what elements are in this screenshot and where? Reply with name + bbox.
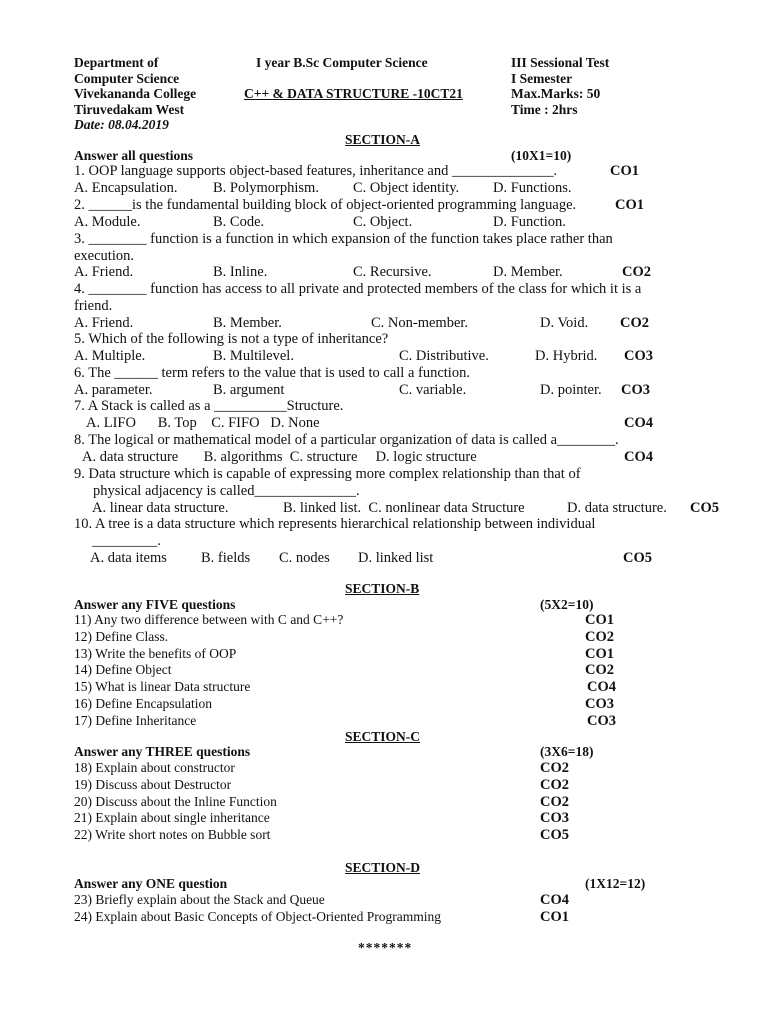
section-a-title: SECTION-A <box>345 132 421 147</box>
q2-option-c: C. Object. <box>353 214 413 230</box>
q5-option-d: D. Hybrid. <box>535 348 598 364</box>
question-6: 6. The ______ term refers to the value that is used to call a function. <box>74 365 470 381</box>
q2-option-d: D. Function. <box>493 214 566 230</box>
question-2-co: CO1 <box>615 197 644 213</box>
q5-option-a: A. Multiple. <box>74 348 146 364</box>
question-7-co: CO4 <box>624 415 653 431</box>
list-item: 13) Write the benefits of OOP <box>74 645 237 661</box>
q4-option-a: A. Friend. <box>74 315 134 331</box>
department-block <box>74 55 196 133</box>
question-4-cont: friend. <box>74 298 113 314</box>
co-label: CO1 <box>585 612 614 628</box>
question-4-co: CO2 <box>620 315 649 331</box>
q9-option-a: A. linear data structure. <box>92 500 229 516</box>
q6-option-d: D. pointer. <box>540 382 602 398</box>
list-item: 15) What is linear Data structure <box>74 679 251 695</box>
question-10-cont: _________. <box>92 533 161 549</box>
list-item: 20) Discuss about the Inline Function <box>74 793 277 809</box>
q9-option-bc: B. linked list. C. nonlinear data Structure <box>283 500 525 516</box>
department-line: Computer Science <box>74 70 180 86</box>
q3-option-d: D. Member. <box>493 264 563 280</box>
q8-options: A. data structure B. algorithms C. structure D. logic structure <box>82 449 477 465</box>
question-9-co: CO5 <box>690 500 719 516</box>
co-label: CO1 <box>585 645 614 662</box>
list-item: 24) Explain about Basic Concepts of Object-Oriented Programming <box>74 908 442 924</box>
question-10: 10. A tree is a data structure which represents hierarchical relationship between individual <box>74 516 596 532</box>
section-d-marks: (1X12=12) <box>585 876 646 891</box>
q5-option-c: C. Distributive. <box>399 348 489 364</box>
college-name: Vivekananda College <box>74 86 197 101</box>
q7-options: A. LIFO B. Top C. FIFO D. None <box>86 415 320 431</box>
section-c-marks: (3X6=18) <box>540 744 594 759</box>
section-b-question-list <box>74 612 343 730</box>
exam-date: Date: 08.04.2019 <box>74 117 169 132</box>
list-item: 19) Discuss about Destructor <box>74 776 232 792</box>
question-2: 2. ______is the fundamental building block of object-oriented programming language. <box>74 197 577 213</box>
section-d-co-list <box>540 892 569 926</box>
q10-option-b: B. fields <box>201 550 251 566</box>
co-label: CO3 <box>587 712 616 729</box>
course-year: I year B.Sc Computer Science <box>256 55 428 70</box>
co-label: CO4 <box>587 679 616 696</box>
q6-option-b: B. argument <box>213 382 285 398</box>
co-label: CO5 <box>540 827 569 844</box>
list-item: 16) Define Encapsulation <box>74 695 212 711</box>
q2-option-a: A. Module. <box>74 214 141 230</box>
section-b-title: SECTION-B <box>345 581 420 596</box>
q5-option-b: B. Multilevel. <box>213 348 294 364</box>
course-title: C++ & DATA STRUCTURE -10CT21 <box>244 86 463 101</box>
q4-option-d: D. Void. <box>540 315 589 331</box>
q1-option-b: B. Polymorphism. <box>213 180 319 196</box>
co-label: CO2 <box>585 662 614 679</box>
question-5: 5. Which of the following is not a type of inheritance? <box>74 331 389 347</box>
list-item: 17) Define Inheritance <box>74 712 197 728</box>
question-10-co: CO5 <box>623 550 652 566</box>
list-item: 11) Any two difference between with C and C++? <box>74 612 344 627</box>
question-7: 7. A Stack is called as a __________Structure. <box>74 398 344 414</box>
end-marker: ******* <box>358 940 413 955</box>
question-3-cont: execution. <box>74 248 134 264</box>
co-label: CO2 <box>540 793 569 810</box>
co-label: CO1 <box>540 908 569 925</box>
q3-option-a: A. Friend. <box>74 264 134 280</box>
section-b-instruction: Answer any FIVE questions <box>74 597 236 612</box>
co-label: CO3 <box>585 695 614 712</box>
q3-option-c: C. Recursive. <box>353 264 432 280</box>
question-4: 4. ________ function has access to all private and protected members of the class for which it is a <box>74 281 642 297</box>
section-c-title: SECTION-C <box>345 729 421 744</box>
q10-option-d: D. linked list <box>358 550 434 566</box>
question-8: 8. The logical or mathematical model of a particular organization of data is called a________. <box>74 432 619 448</box>
section-c-co-list <box>540 760 569 844</box>
test-name: III Sessional Test <box>511 55 610 70</box>
q1-option-d: D. Functions. <box>493 180 572 196</box>
q4-option-b: B. Member. <box>213 315 282 331</box>
question-6-co: CO3 <box>621 382 650 398</box>
co-label: CO2 <box>540 760 569 776</box>
question-5-co: CO3 <box>624 348 653 364</box>
q10-option-a: A. data items <box>90 550 167 566</box>
q1-option-c: C. Object identity. <box>353 180 460 196</box>
question-9: 9. Data structure which is capable of expressing more complex relationship than that of <box>74 466 581 482</box>
question-1: 1. OOP language supports object-based features, inheritance and ______________. <box>74 163 558 179</box>
section-d-instruction: Answer any ONE question <box>74 876 228 891</box>
q10-option-c: C. nodes <box>279 550 330 566</box>
max-marks: Max.Marks: 50 <box>511 86 601 101</box>
section-d-title: SECTION-D <box>345 860 421 875</box>
duration: Time : 2hrs <box>511 101 578 117</box>
q6-option-a: A. parameter. <box>74 382 153 398</box>
section-b-marks: (5X2=10) <box>540 597 594 612</box>
semester: I Semester <box>511 70 573 86</box>
q2-option-b: B. Code. <box>213 214 265 230</box>
list-item: 12) Define Class. <box>74 628 169 644</box>
co-label: CO3 <box>540 810 569 827</box>
section-c-question-list <box>74 760 277 844</box>
question-3: 3. ________ function is a function in which expansion of the function takes place rather than <box>74 231 613 247</box>
list-item: 23) Briefly explain about the Stack and Queue <box>74 892 325 907</box>
co-label: CO2 <box>540 776 569 793</box>
section-c-instruction: Answer any THREE questions <box>74 744 251 759</box>
section-b-co-list <box>585 612 616 730</box>
question-1-co: CO1 <box>610 163 639 179</box>
college-location: Tiruvedakam West <box>74 101 185 117</box>
department-line: Department of <box>74 55 159 70</box>
q9-option-d: D. data structure. <box>567 500 667 516</box>
q4-option-c: C. Non-member. <box>371 315 469 331</box>
exam-info-block <box>511 55 609 117</box>
question-3-co: CO2 <box>622 264 651 280</box>
question-9-cont: physical adjacency is called______________. <box>93 483 360 499</box>
list-item: 14) Define Object <box>74 662 172 678</box>
section-a-marks: (10X1=10) <box>511 148 572 163</box>
question-8-co: CO4 <box>624 449 653 465</box>
list-item: 22) Write short notes on Bubble sort <box>74 827 271 843</box>
q1-option-a: A. Encapsulation. <box>74 180 178 196</box>
q6-option-c: C. variable. <box>399 382 467 398</box>
co-label: CO4 <box>540 892 569 908</box>
co-label: CO2 <box>585 628 614 645</box>
section-d-question-list <box>74 892 441 926</box>
section-a-instruction: Answer all questions <box>74 148 194 163</box>
list-item: 21) Explain about single inheritance <box>74 810 270 826</box>
list-item: 18) Explain about constructor <box>74 760 235 775</box>
q3-option-b: B. Inline. <box>213 264 268 280</box>
